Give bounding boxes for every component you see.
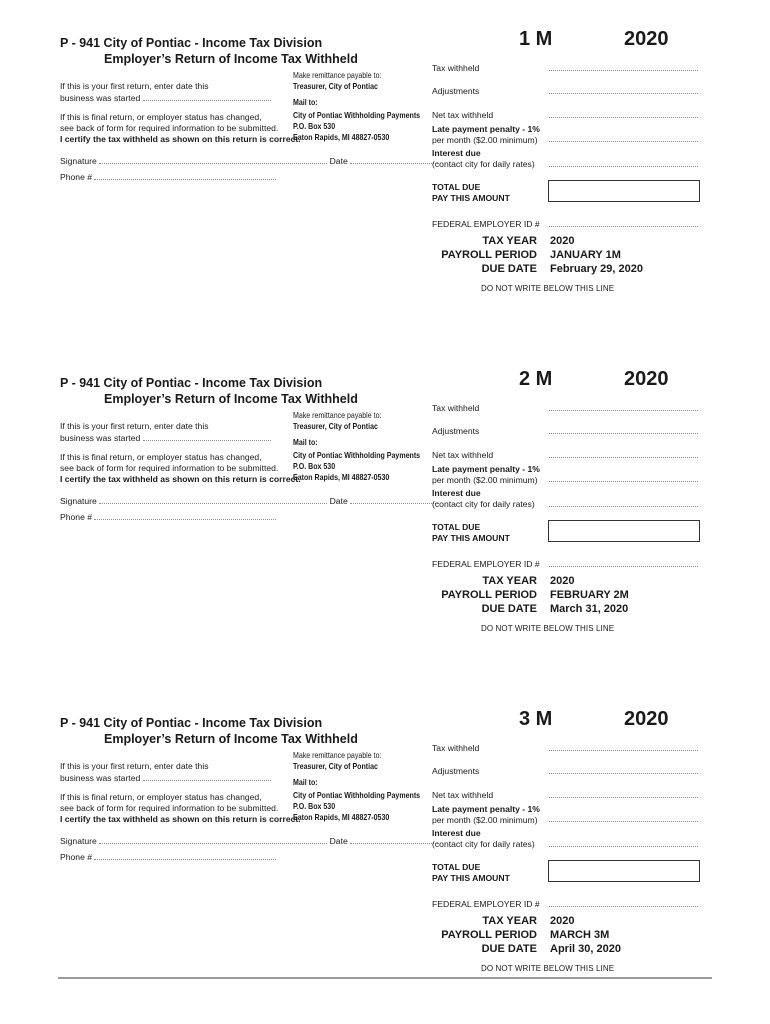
mailing-address: Mail to: City of Pontiac Withholding Payments P.O. Box 530 Eaton Rapids, MI 48827-0530 — [293, 438, 421, 482]
tax-withheld-field[interactable] — [549, 70, 698, 71]
total-due-label: TOTAL DUE PAY THIS AMOUNT — [432, 862, 510, 883]
due-date-value: February 29, 2020 — [550, 263, 643, 275]
coupon — [0, 680, 770, 1020]
form-subtitle: Employer’s Return of Income Tax Withheld — [104, 732, 358, 746]
late-penalty-field[interactable] — [549, 141, 698, 142]
remittance-block: Make remittance payable to: Treasurer, City of Pontiac — [293, 411, 382, 431]
adjustments-label: Adjustments — [432, 86, 480, 96]
federal-id-label: FEDERAL EMPLOYER ID # — [432, 559, 540, 569]
tax-withheld-label: Tax withheld — [432, 63, 480, 73]
signature-field[interactable] — [99, 835, 327, 844]
due-values — [550, 574, 629, 616]
adjustments-field[interactable] — [549, 433, 698, 434]
do-not-write-text: DO NOT WRITE BELOW THIS LINE — [481, 964, 615, 973]
federal-id-label: FEDERAL EMPLOYER ID # — [432, 899, 540, 909]
period-code: 3 M — [519, 708, 553, 730]
interest-label: Interest due (contact city for daily rates) — [432, 488, 535, 509]
payroll-period-value: MARCH 3M — [550, 929, 610, 941]
period-year: 2020 — [624, 28, 669, 50]
due-date-value: March 31, 2020 — [550, 603, 629, 615]
federal-id-field[interactable] — [549, 566, 698, 567]
total-due-box[interactable] — [548, 860, 700, 882]
tax-year-value: 2020 — [550, 575, 575, 587]
adjustments-field[interactable] — [549, 93, 698, 94]
total-due-box[interactable] — [548, 180, 700, 202]
net-tax-field[interactable] — [549, 117, 698, 118]
remittance-block: Make remittance payable to: Treasurer, City of Pontiac — [293, 71, 382, 91]
total-due-label: TOTAL DUE PAY THIS AMOUNT — [432, 182, 510, 203]
final-return-text: If this is final return, or employer status has changed, see back of form for required information to be submitted. I certify the tax withheld as shown on this return is correct. — [60, 452, 301, 484]
start-date-field[interactable] — [143, 92, 271, 101]
net-tax-label: Net tax withheld — [432, 790, 494, 800]
due-date-value: April 30, 2020 — [550, 943, 621, 955]
adjustments-field[interactable] — [549, 773, 698, 774]
late-penalty-label: Late payment penalty - 1% per month ($2.00 minimum) — [432, 464, 540, 485]
first-return-text: If this is your first return, enter date this business was started — [60, 421, 271, 444]
mailing-address: Mail to: City of Pontiac Withholding Payments P.O. Box 530 Eaton Rapids, MI 48827-0530 — [293, 98, 421, 142]
period-year: 2020 — [624, 708, 669, 730]
phone-row: Phone # — [60, 851, 276, 863]
final-return-text: If this is final return, or employer status has changed, see back of form for required information to be submitted. I certify the tax withheld as shown on this return is correct. — [60, 112, 301, 144]
net-tax-field[interactable] — [549, 457, 698, 458]
certify-text: I certify the tax withheld as shown on this return is correct. — [60, 474, 301, 484]
due-labels: TAX YEAR PAYROLL PERIOD DUE DATE — [441, 235, 537, 275]
period-year: 2020 — [624, 368, 669, 390]
form-subtitle: Employer’s Return of Income Tax Withheld — [104, 392, 358, 406]
total-due-label: TOTAL DUE PAY THIS AMOUNT — [432, 522, 510, 543]
payroll-period-value: JANUARY 1M — [550, 249, 621, 261]
payroll-period-value: FEBRUARY 2M — [550, 589, 629, 601]
signature-row: Signature Date — [60, 495, 438, 507]
form-title: P - 941 City of Pontiac - Income Tax Division — [60, 376, 323, 390]
period-code: 1 M — [519, 28, 553, 50]
signature-row: Signature Date — [60, 155, 438, 167]
adjustments-label: Adjustments — [432, 426, 480, 436]
net-tax-field[interactable] — [549, 797, 698, 798]
signature-row: Signature Date — [60, 835, 438, 847]
late-penalty-label: Late payment penalty - 1% per month ($2.00 minimum) — [432, 124, 540, 145]
total-due-box[interactable] — [548, 520, 700, 542]
federal-id-field[interactable] — [549, 226, 698, 227]
interest-field[interactable] — [549, 846, 698, 847]
bottom-separator — [58, 977, 712, 979]
certify-text: I certify the tax withheld as shown on this return is correct. — [60, 134, 301, 144]
signature-field[interactable] — [99, 155, 327, 164]
phone-field[interactable] — [94, 851, 276, 860]
do-not-write-text: DO NOT WRITE BELOW THIS LINE — [481, 284, 615, 293]
form-title: P - 941 City of Pontiac - Income Tax Division — [60, 36, 323, 50]
late-penalty-label: Late payment penalty - 1% per month ($2.00 minimum) — [432, 804, 540, 825]
final-return-text: If this is final return, or employer status has changed, see back of form for required information to be submitted. I certify the tax withheld as shown on this return is correct. — [60, 792, 301, 824]
certify-text: I certify the tax withheld as shown on this return is correct. — [60, 814, 301, 824]
federal-id-label: FEDERAL EMPLOYER ID # — [432, 219, 540, 229]
start-date-field[interactable] — [143, 432, 271, 441]
form-title: P - 941 City of Pontiac - Income Tax Division — [60, 716, 323, 730]
due-values — [550, 914, 621, 956]
mailing-address: Mail to: City of Pontiac Withholding Payments P.O. Box 530 Eaton Rapids, MI 48827-0530 — [293, 778, 421, 822]
remittance-block: Make remittance payable to: Treasurer, City of Pontiac — [293, 751, 382, 771]
period-code: 2 M — [519, 368, 553, 390]
phone-field[interactable] — [94, 171, 276, 180]
phone-row: Phone # — [60, 171, 276, 183]
federal-id-field[interactable] — [549, 906, 698, 907]
coupon — [0, 340, 770, 680]
interest-label: Interest due (contact city for daily rates) — [432, 828, 535, 849]
signature-field[interactable] — [99, 495, 327, 504]
first-return-text: If this is your first return, enter date this business was started — [60, 761, 271, 784]
tax-withheld-label: Tax withheld — [432, 743, 480, 753]
late-penalty-field[interactable] — [549, 481, 698, 482]
first-return-text: If this is your first return, enter date this business was started — [60, 81, 271, 104]
tax-year-value: 2020 — [550, 915, 575, 927]
net-tax-label: Net tax withheld — [432, 450, 494, 460]
phone-row: Phone # — [60, 511, 276, 523]
due-labels: TAX YEAR PAYROLL PERIOD DUE DATE — [441, 575, 537, 615]
adjustments-label: Adjustments — [432, 766, 480, 776]
start-date-field[interactable] — [143, 772, 271, 781]
form-subtitle: Employer’s Return of Income Tax Withheld — [104, 52, 358, 66]
due-values — [550, 234, 643, 276]
interest-field[interactable] — [549, 506, 698, 507]
date-field[interactable] — [350, 155, 438, 164]
coupon — [0, 0, 770, 340]
phone-field[interactable] — [94, 511, 276, 520]
date-field[interactable] — [350, 495, 438, 504]
tax-withheld-field[interactable] — [549, 750, 698, 751]
due-labels: TAX YEAR PAYROLL PERIOD DUE DATE — [441, 915, 537, 955]
late-penalty-field[interactable] — [549, 821, 698, 822]
net-tax-label: Net tax withheld — [432, 110, 494, 120]
tax-withheld-field[interactable] — [549, 410, 698, 411]
tax-year-value: 2020 — [550, 235, 575, 247]
interest-field[interactable] — [549, 166, 698, 167]
interest-label: Interest due (contact city for daily rates) — [432, 148, 535, 169]
date-field[interactable] — [350, 835, 438, 844]
tax-withheld-label: Tax withheld — [432, 403, 480, 413]
do-not-write-text: DO NOT WRITE BELOW THIS LINE — [481, 624, 615, 633]
